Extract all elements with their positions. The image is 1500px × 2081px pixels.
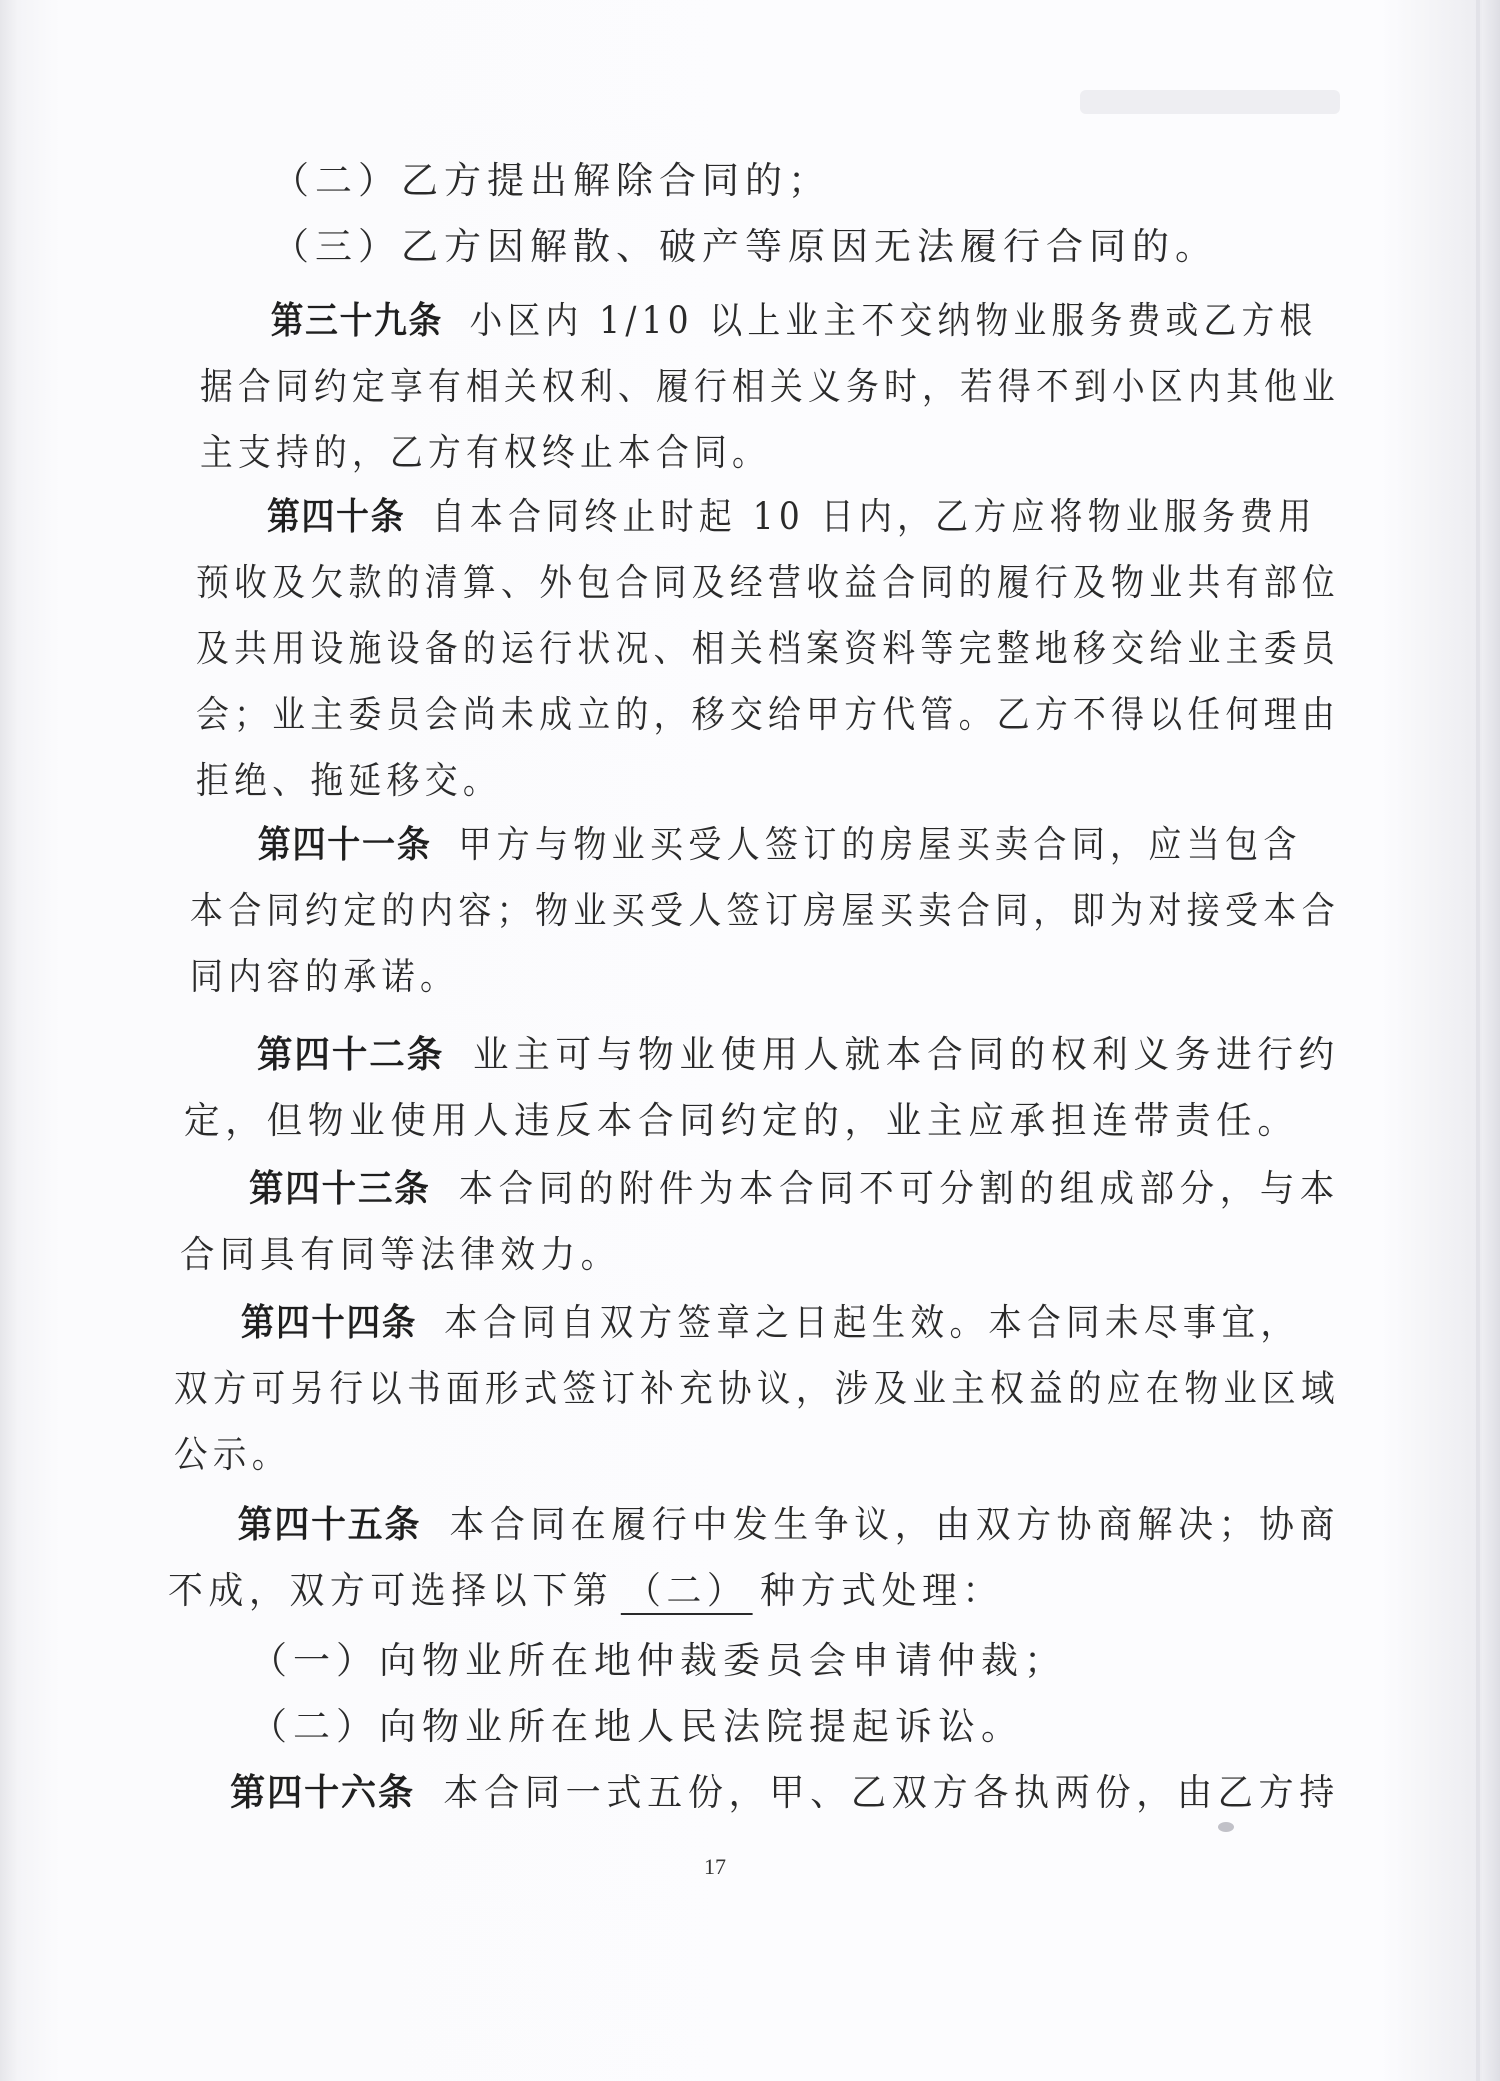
text-line [190,812,1340,878]
text-line [196,484,1340,550]
article-number: 第四十四条 [240,1301,418,1344]
option-1-arbitration [250,1628,1067,1694]
article-39 [200,288,1340,486]
text-line: 双方可另行以书面形式签订补充协议，涉及业主权益的应在物业区域 [174,1367,1341,1410]
option-2-litigation [250,1694,1024,1760]
article-text: 本合同自双方签章之日起生效。本合同未尽事宜， [444,1301,1300,1344]
page-number: 17 [704,1854,726,1879]
article-42 [184,1022,1340,1154]
text-line: 本合同约定的内容；物业买受人签订房屋买卖合同，即为对接受本合 [190,889,1341,932]
article-number: 第四十三条 [248,1167,431,1210]
article-41 [190,812,1340,1010]
text-line: （三）乙方因解散、破产等原因无法履行合同的。 [272,225,1218,268]
article-text: 自本合同终止时起 10 日内，乙方应将物业服务费用 [431,495,1317,538]
text-line [160,1760,1340,1826]
article-45 [168,1492,1340,1624]
text-line [168,1558,1340,1624]
article-text: 本合同在履行中发生争议，由双方协商解决；协商 [449,1503,1341,1546]
text-line [180,1156,1340,1222]
item-3-dissolution [272,214,1218,280]
text-line: 公示。 [174,1433,291,1476]
scan-speck [1218,1822,1234,1832]
item-2-termination-request [272,148,831,214]
text-line: 会；业主委员会尚未成立的，移交给甲方代管。乙方不得以任何理由 [196,693,1340,736]
text-line: 主支持的，乙方有权终止本合同。 [200,431,770,474]
text-suffix: 种方式处理： [760,1569,1004,1612]
text-line: 据合同约定享有相关权利、履行相关义务时，若得不到小区内其他业 [200,365,1340,408]
text-line: （一）向物业所在地仲裁委员会申请仲裁； [250,1639,1067,1682]
text-line: 及共用设施设备的运行状况、相关档案资料等完整地移交给业主委员 [196,627,1340,670]
text-line: 定，但物业使用人违反本合同约定的，业主应承担连带责任。 [184,1099,1299,1142]
text-line: （二）向物业所在地人民法院提起诉讼。 [250,1705,1024,1748]
text-line [200,288,1340,354]
article-46 [160,1760,1340,1826]
article-number: 第四十五条 [237,1503,422,1546]
text-line: 合同具有同等法律效力。 [180,1233,621,1276]
article-44 [174,1290,1340,1488]
filled-blank: （二） [621,1569,753,1615]
show-through-mark [1080,90,1340,114]
article-text: 甲方与物业买受人签订的房屋买卖合同，应当包含 [458,823,1302,866]
article-text: 业主可与物业使用人就本合同的权利义务进行约 [472,1033,1340,1076]
text-line [168,1492,1340,1558]
article-number: 第四十一条 [257,823,432,866]
page-edge-shadow [1482,0,1500,2081]
article-text: 本合同一式五份，甲、乙双方各执两份，由乙方持 [443,1771,1341,1814]
article-number: 第四十二条 [256,1033,445,1076]
article-40 [196,484,1340,814]
article-43 [180,1156,1340,1288]
text-line [184,1022,1340,1088]
text-line: 同内容的承诺。 [190,955,459,998]
text-prefix: 不成，双方可选择以下第 [168,1569,614,1612]
text-line: 预收及欠款的清算、外包合同及经营收益合同的履行及物业共有部位 [196,561,1340,604]
article-number: 第四十条 [266,495,406,538]
binding-edge [1476,0,1480,2081]
article-number: 第四十六条 [230,1771,415,1814]
article-text: 本合同的附件为本合同不可分割的组成部分，与本 [458,1167,1340,1210]
text-line [174,1290,1340,1356]
article-text: 小区内 1/10 以上业主不交纳物业服务费或乙方根 [469,299,1318,342]
article-number: 第三十九条 [270,299,444,342]
text-line: 拒绝、拖延移交。 [196,759,502,802]
text-line: （二）乙方提出解除合同的； [272,159,831,202]
